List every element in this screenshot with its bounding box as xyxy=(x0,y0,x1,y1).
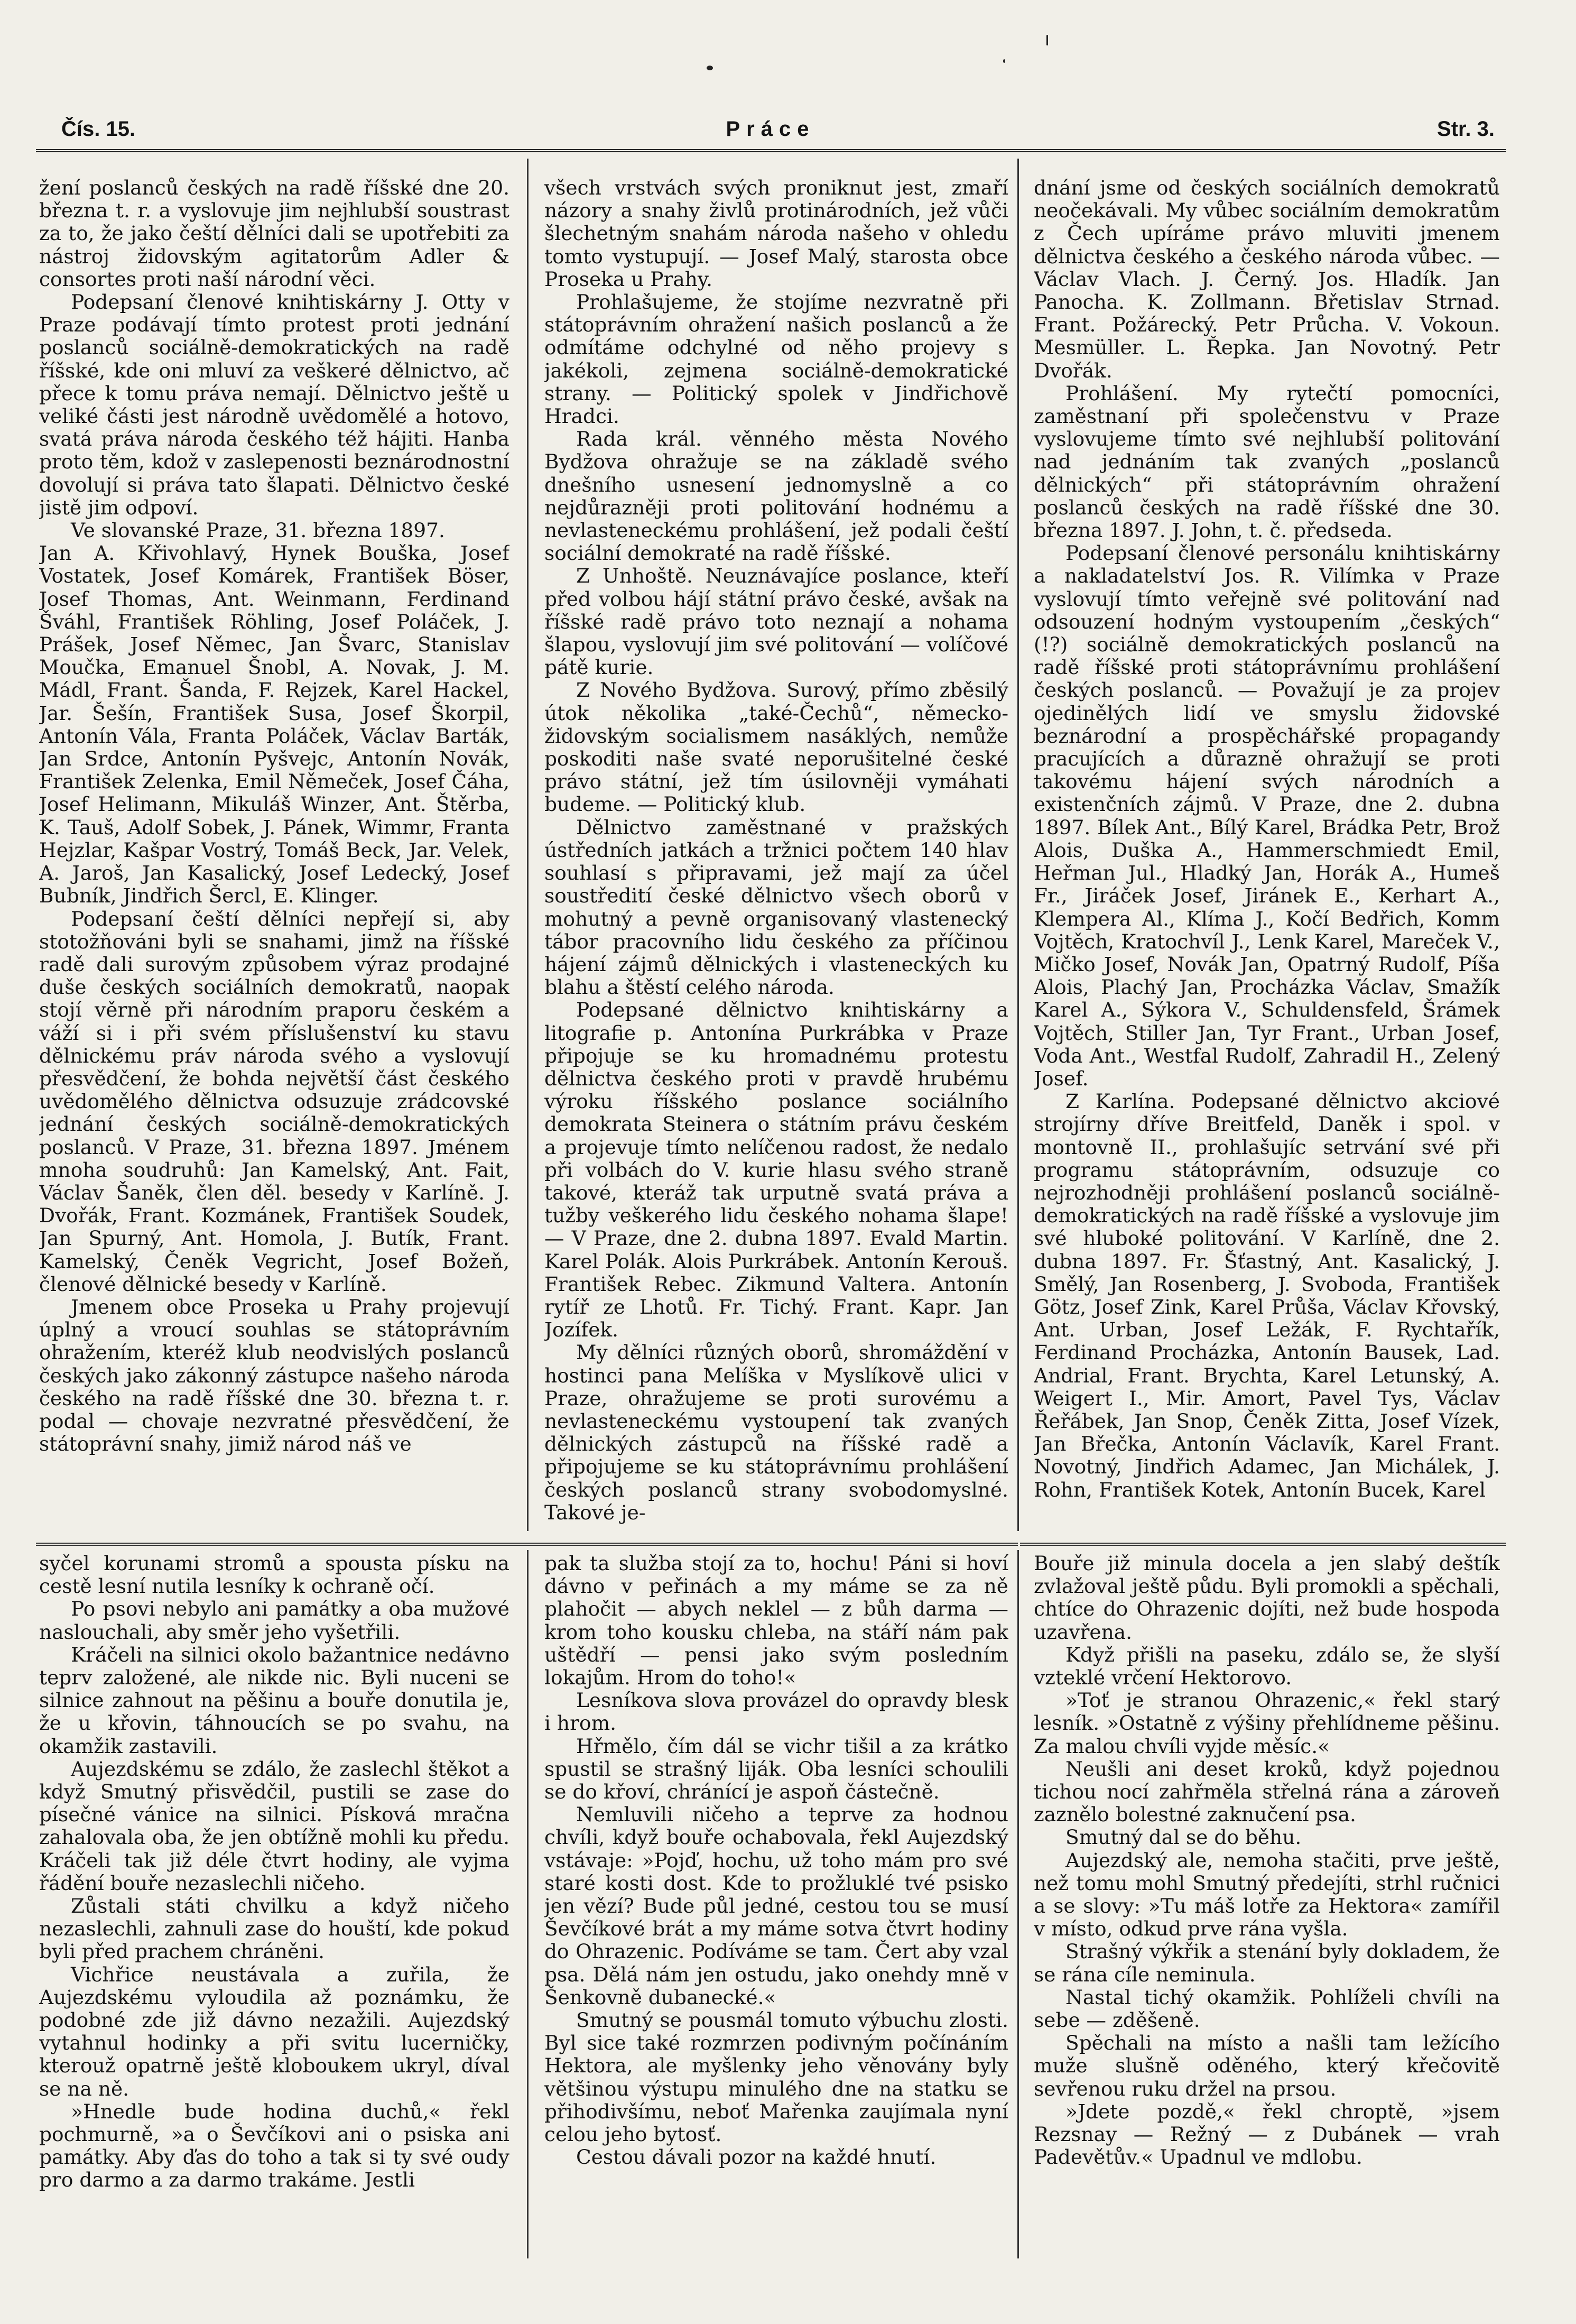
paragraph: všech vrstvách svých proniknut jest, zmaří názory a snahy živlů protinárodních, jež vůči šlechetným snahám národa našeho v ohledu tomto vystupují. — Josef Malý, starosta obce Proseka u Prahy. xyxy=(544,177,1008,291)
paragraph: »Hnedle bude hodina duchů,« řekl pochmurně, »a o Ševčíkovi ani o psiska ani památky. Aby ďas do toho a tak si ty své oudy pro darmo a za darmo trakáme. Jestli xyxy=(39,2099,509,2192)
paragraph: Podepsané dělnictvo knihtiskárny a litografie p. Antonína Purkrábka v Praze připojuje se ku hromadnému protestu dělnictva českého proti v pravdě hrubému výroku říšského poslance sociálního demokrata Steinera o státním právu českém a projevuje tímto nelíčenou radost, že nedalo při volbách do V. kurie hlasu svého straně takové, kteráž tak urputně svatá práva a tužby veškerého lidu českého nohama šlape! — V Praze, dne 2. dubna 1897. Evald Martin. Karel Polák. Alois Purkrábek. Antonín Kerouš. František Rebec. Zikmund Valtera. Antonín rytíř ze Lhotů. Fr. Tichý. Frant. Kapr. Jan Jozífek. xyxy=(544,998,1008,1342)
paragraph: dnání jsme od českých sociálních demokratů neočekávali. My vůbec sociálním demokratům z Čech upíráme právo mluviti jmenem dělnictva českého a českého národa vůbec. — Václav Vlach. J. Černý. Jos. Hladík. Jan Panocha. K. Zollmann. Břetislav Strnad. Frant. Požárecký. Petr Průcha. V. Vokoun. Mesmüller. L. Řepka. Jan Novotný. Petr Dvořák. xyxy=(1034,177,1500,382)
feuilleton-separator xyxy=(1020,1543,1506,1546)
paragraph: Podepsaní členové knihtiskárny J. Otty v Praze podávají tímto protest proti jednání poslanců sociálně-demokratických na radě říšské, kde oni mluví za veškeré dělnictvo, ač přece k tomu práva nemají. Dělnictvo ještě u veliké části jest národně uvědomělé a hotovo, svatá práva národa českého též hájiti. Hanba proto těm, kdož v zaslepenosti beznárodnostní dovolují si práva tato šlapati. Dělnictvo české jistě jim odpoví. xyxy=(39,290,509,519)
paragraph: Kráčeli na silnici okolo bažantnice nedávno teprv založené, ale nikde nic. Byli nuceni se silnice zahnout na pěšinu a bouře donutila je, že u křovin, táhnoucích se po svahu, na okamžik zastavili. xyxy=(39,1643,509,1758)
issue-number: Čís. 15. xyxy=(61,117,136,141)
paragraph: Vichřice neustávala a zuřila, že Aujezdskému vyloudila až poznámku, že podobné zde již dávno nezažili. Aujezdský vytahnul hodinky a při svitu lucerničky, kterouž opatrně ještě kloboukem ukryl, díval se na ně. xyxy=(39,1962,509,2100)
paragraph: My dělníci různých oborů, shromáždění v hostinci pana Melíška v Myslíkově ulici v Praze, ohražujeme se proti surovému a nevlasteneckému vystoupení tak zvaných dělnických zástupců na říšské radě a připojujeme se ku státoprávnímu prohlášení českých poslanců strany svobodomyslné. Takové je- xyxy=(544,1341,1008,1524)
paragraph: Prohlášení. My rytečtí pomocníci, zaměstnaní při společenstvu v Praze vyslovujeme tímto své nejhlubší politování nad jednáním tak zvaných „poslanců dělnických“ při státoprávním ohražení poslanců českých na radě říšské dne 30. března 1897. J. John, t. č. předseda. xyxy=(1034,381,1500,542)
paragraph: Strašný výkřik a stenání byly dokladem, že se rána cíle neminula. xyxy=(1034,1940,1500,1986)
paragraph: »Jdete pozdě,« řekl chroptě, »jsem Rezsnay — Režný — z Dubánek — vrah Padevětův.« Upadnul ve mdlobu. xyxy=(1034,2099,1500,2169)
ink-speck xyxy=(1046,35,1048,45)
paragraph: Nemluvili ničeho a teprve za hodnou chvíli, když bouře ochabovala, řekl Aujezdský vstávaje: »Pojď, hochu, už toho mám pro své staré kosti dost. Kde to prožluklé tvé psisko jen vězí? Bude půl jedné, cestou tou se musí Ševčíkové brát a my máme sotva čtvrt hodiny do Ohrazenic. Podíváme se tam. Čert aby vzal psa. Dělá nám jen ostudu, jako onehdy mně v Šenkovně dubanecké.« xyxy=(544,1803,1008,2009)
dateline: Ve slovanské Praze, 31. března 1897. xyxy=(71,519,445,542)
paragraph: Aujezdskému se zdálo, že zaslechl štěkot a když Smutný přisvědčil, pustili se zase do písečné vánice na silnici. Písková mračna zahalovala oba, že jen obtížně mohli ku předu. Kráčeli tak již déle čtvrt hodiny, ale vyjma řádění bouře nezaslechli ničeho. xyxy=(39,1757,509,1895)
feuilleton-separator xyxy=(36,1543,1018,1546)
paragraph: Aujezdský ale, nemoha stačiti, prve ještě, než tomu mohl Smutný předejíti, strhl ručnici a se slovy: »Tu máš lotře za Hektora« zamířil v místo, odkud prve rána vyšla. xyxy=(1034,1848,1500,1941)
paragraph: Když přišli na paseku, zdálo se, že slyší vzteklé vrčení Hektorovo. xyxy=(1034,1643,1500,1690)
paragraph: Smutný dal se do běhu. xyxy=(1065,1825,1302,1849)
newspaper-title: Práce xyxy=(726,117,815,141)
paragraph: Hřmělo, čím dál se vichr tišil a za krátko spustil se strašný liják. Oba lesníci schoulili se do křoví, chránící je aspoň částečně. xyxy=(544,1734,1008,1804)
article-column-2 xyxy=(544,177,1008,1535)
paragraph: Z Nového Bydžova. Surový, přímo zběsilý útok několika „také-Čechů“, německo-židovským socialismem nasáklých, nemůže poskoditi naše svaté neporušitelné české právo státní, jež tím úsilovněji vymáhati budeme. — Politický klub. xyxy=(544,678,1008,816)
paragraph: Z Karlína. Podepsané dělnictvo akciové strojírny dříve Breitfeld, Daněk i spol. v montovně II., prohlašujíc setrvání své při programu státoprávním, odsuzuje co nejrozhodněji prohlášení poslanců sociálně-demokratických na radě říšské a vyslovuje jim své hluboké politování. V Karlíně, dne 2. dubna 1897. Fr. Šťastný, Ant. Kasalický, J. Smělý, Jan Rosenberg, J. Svoboda, František Götz, Josef Zink, Karel Průša, Václav Křovský, Ant. Urban, Josef Ležák, F. Rychtařík, Ferdinand Procházka, Antonín Bausek, Lad. Andrial, Frant. Brychta, Karel Letunský, A. Weigert I., Mir. Amort, Pavel Tys, Václav Řeřábek, Jan Snop, Čeněk Zitta, Josef Vízek, Jan Břečka, Antonín Václavík, Karel Frant. Novotný, Jindřich Adamec, Jan Michálek, J. Rohn, František Kotek, Antonín Bucek, Karel xyxy=(1034,1090,1500,1501)
paragraph: Rada král. věnného města Nového Bydžova ohražuje se na základě svého dnešního usnesení jednomyslně a co nejdůrazněji proti politování hodnému a nevlasteneckému prohlášení, jež podali čeští sociální demokraté na radě říšské. xyxy=(544,427,1008,565)
paragraph: Po psovi nebylo ani památky a oba mužové naslouchali, aby směr jeho vyšetřili. xyxy=(39,1597,509,1644)
paragraph: Lesníkova slova provázel do opravdy blesk i hrom. xyxy=(544,1689,1008,1735)
feuilleton-column-3 xyxy=(1034,1552,1500,2255)
paragraph: syčel korunami stromů a spousta písku na cestě lesní nutila lesníky k ochraně očí. xyxy=(39,1552,509,1598)
paragraph: Spěchali na místo a našli tam ležícího muže slušně oděného, který křečovitě sevřenou ruku držel na prsou. xyxy=(1034,2031,1500,2100)
paragraph: Bouře již minula docela a jen slabý deštík zvlažoval ještě půdu. Byli promokli a spěchali, chtíce do Ohrazenic dojíti, než bude hospoda uzavřena. xyxy=(1034,1552,1500,1644)
column-divider xyxy=(1017,159,1019,1531)
paragraph: Dělnictvo zaměstnané v pražských ústředních jatkách a tržnici počtem 140 hlav souhlasí s připravami, jež mají za účel soustředití české dělnictvo všech oborů v mohutný a pevně organisovaný vlastenecký tábor pracovního lidu českého za příčinou hájení zájmů dělnických i vlasteneckých ku blahu a štěstí celého národa. xyxy=(544,815,1008,999)
article-column-3 xyxy=(1034,177,1500,1535)
ink-speck xyxy=(707,66,713,70)
paragraph: Smutný se pousmál tomuto výbuchu zlosti. Byl sice také rozmrzen podivným počínáním Hektora, ale myšlenky jeho věnovány byly většinou výstupu minulého dne na statku se přihodivšímu, neboť Mařenka zaujímala nyní celou jeho bytosť. xyxy=(544,2008,1008,2146)
paragraph: žení poslanců českých na radě říšské dne 20. března t. r. a vyslovuje jim nejhlubší soustrast za to, že jako čeští dělníci dali se upotřebiti za nástroj židovským agitatorům Adler & consortes proti naší národní věci. xyxy=(39,177,509,291)
page-number: Str. 3. xyxy=(1437,117,1495,141)
paragraph: Z Unhoště. Neuznávajíce poslance, kteří před volbou hájí státní právo české, avšak na říšské radě právo toto neznají a nohama šlapou, vyslovují jim své politování — volíčové pátě kurie. xyxy=(544,564,1008,679)
column-divider xyxy=(527,1550,529,2258)
paragraph: Cestou dávali pozor na každé hnutí. xyxy=(576,2145,937,2169)
header-rule xyxy=(36,149,1506,152)
paragraph: Neušli ani deset kroků, když pojednou tichou nocí zahřměla střelná rána a zároveň zaznělo bolestné zaknučení psa. xyxy=(1034,1757,1500,1827)
paragraph: Prohlašujeme, že stojíme nezvratně při státoprávním ohražení našich poslanců a že odmítáme odchylné od něho projevy s jakékoli, zejmena sociálně-demokratické strany. — Politický spolek v Jindřichově Hradci. xyxy=(544,290,1008,428)
paragraph: Nastal tichý okamžik. Pohlíželi chvíli na sebe — zděšeně. xyxy=(1034,1985,1500,2032)
paragraph: Podepsaní členové personálu knihtiskárny a nakladatelství Jos. R. Vilímka v Praze vyslovují tímto veřejně své politování nad odsouzení hodným vystoupením „českých“ (!?) sociálně demokratických poslanců na radě říšské proti státoprávnímu prohlášení českých poslanců. — Považují je za projev ojedinělých lidí ve smyslu židovské beznárodní a prospěchářské propagandy pracujících a důrazně ohražují se proti takovému hájení svých národních a existenčních zájmů. V Praze, dne 2. dubna 1897. Bílek Ant., Bílý Karel, Brádka Petr, Brož Alois, Duška A., Hammerschmiedt Emil, Heřman Jul., Hladký Jan, Horák A., Humeš Fr., Jiráček Josef, Jiránek E., Kerhart A., Klempera Al., Klíma J., Kočí Bedřich, Komm Vojtěch, Kratochvíl J., Lenk Karel, Mareček V., Mičko Josef, Novák Jan, Opatrný Rudolf, Píša Alois, Plachý Jan, Procházka Václav, Smažík Karel A., Sýkora V., Schuldensfeld, Šrámek Vojtěch, Stiller Jan, Tyr Frant., Urban Josef, Voda Ant., Westfal Rudolf, Zahradil H., Zelený Josef. xyxy=(1034,541,1500,1090)
article-column-1 xyxy=(39,177,509,1535)
paragraph: Jmenem obce Proseka u Prahy projevují úplný a vroucí souhlas se státoprávním ohražením, kteréž klub neodvislých poslanců českých jako zákonný zástupce našeho národa českého na radě říšské dne 30. března t. r. podal — chovaje nezvratné přesvědčení, že státoprávní snahy, jimiž národ náš ve xyxy=(39,1295,509,1456)
ink-speck xyxy=(1003,59,1005,63)
paragraph: Podepsaní čeští dělníci nepřejí si, aby stotožňováni byli se snahami, jimž na říšské radě dali surovým způsobem výraz prodajné duše českých sociálních demokratů, naopak stojí věrně při národním praporu českém a váží si i při svém příslušenství ku stavu dělnickému práv národa svého a vyslovují přesvědčení, že bohda největší část českého uvědomělého dělnictva odsuzuje zrádcovské jednání českých sociálně-demokratických poslanců. V Praze, 31. března 1897. Jménem mnoha soudruhů: Jan Kamelský, Ant. Fait, Václav Šaněk, člen děl. besedy v Karlíně. J. Dvořák, Frant. Kozmánek, František Soudek, Jan Spurný, Ant. Homola, J. Butík, Frant. Kamelský, Čeněk Vegricht, Josef Božeň, členové dělnické besedy v Karlíně. xyxy=(39,907,509,1296)
paragraph: »Toť je stranou Ohrazenic,« řekl starý lesník. »Ostatně z výšiny přehlídneme pěšinu. Za malou chvíli vyjde měsíc.« xyxy=(1034,1689,1500,1758)
feuilleton-column-2 xyxy=(544,1552,1008,2255)
column-divider xyxy=(527,159,529,1531)
column-divider xyxy=(1017,1550,1019,2258)
page-header xyxy=(36,117,1505,149)
paragraph: Zůstali státi chvilku a když ničeho nezaslechli, zahnuli zase do houští, kde pokud byli před prachem chráněni. xyxy=(39,1894,509,1963)
signatories: Jan A. Křivohlavý, Hynek Bouška, Josef Vostatek, Josef Komárek, František Böser, Josef Thomas, Ant. Weinmann, Ferdinand Šváhl, František Röhling, Josef Poláček, J. Prášek, Josef Němec, Jan Švarc, Stanislav Moučka, Emanuel Šnobl, A. Novak, J. M. Mádl, Frant. Šanda, F. Rejzek, Karel Hackel, Jar. Šešín, František Susa, Josef Škorpil, Antonín Vála, Franta Poláček, Václav Barták, Jan Srdce, Antonín Pyšvejc, Antonín Novák, František Zelenka, Emil Němeček, Josef Čáha, Josef Helimann, Mikuláš Winzer, Ant. Štěrba, K. Tauš, Adolf Sobek, J. Pánek, Wimmr, Franta Hejzlar, Kašpar Vostrý, Tomáš Beck, Jar. Velek, A. Jaroš, Jan Kasalický, Josef Ledecký, Josef Bubník, Jindřich Šercl, E. Klinger. xyxy=(39,541,509,908)
feuilleton-column-1 xyxy=(39,1552,509,2255)
paragraph: pak ta služba stojí za to, hochu! Páni si hoví dávno v peřinách a my máme se za ně plahočit — abych neklel — z bůh darma — krom toho kousku chleba, na stáří nám pak uštědří — pensi jako svým posledním lokajům. Hrom do toho!« xyxy=(544,1552,1008,1690)
